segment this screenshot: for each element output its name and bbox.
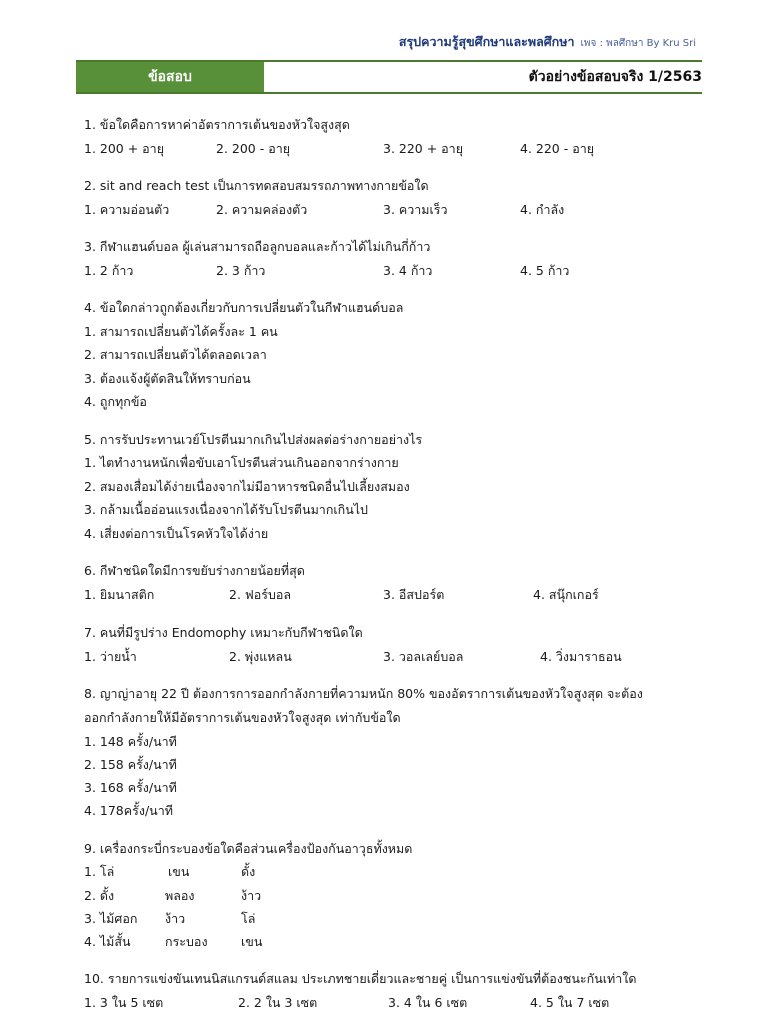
q9-option-3-b: ง้าว	[165, 911, 186, 926]
page-header	[399, 32, 696, 52]
q4-option-3: 3. ต้องแจ้งผู้ตัดสินให้ทราบก่อน	[84, 371, 251, 386]
q10-option-4: 4. 5 ใน 7 เซต	[530, 995, 610, 1010]
header-title: สรุปความรู้สุขศึกษาและพลศึกษา	[398, 34, 575, 49]
q8-option-4: 4. 178ครั้ง/นาที	[84, 803, 173, 818]
q9-option-1-c: ดั้ง	[241, 864, 256, 879]
q3-option-2: 2. 3 ก้าว	[216, 263, 266, 278]
q8-option-2: 2. 158 ครั้ง/นาที	[84, 757, 177, 772]
q9-option-2-c: ง้าว	[241, 888, 262, 903]
title-banner	[76, 60, 702, 94]
q4-option-1: 1. สามารถเปลี่ยนตัวได้ครั้งละ 1 คน	[84, 324, 278, 339]
q9-option-1-a: 1. โล่	[84, 864, 115, 879]
q8-option-1: 1. 148 ครั้ง/นาที	[84, 734, 177, 749]
q9-option-2-a: 2. ดั้ง	[84, 888, 115, 903]
q6-option-4: 4. สนุ๊กเกอร์	[533, 587, 599, 602]
q9-option-1-b: เขน	[168, 864, 190, 879]
q6-option-1: 1. ยิมนาสติก	[84, 587, 155, 602]
q2-option-3: 3. ความเร็ว	[383, 202, 448, 217]
q2-option-1: 1. ความอ่อนตัว	[84, 202, 170, 217]
q7-option-4: 4. วิ่งมาราธอน	[540, 649, 622, 664]
q7-option-1: 1. ว่ายน้ำ	[84, 649, 137, 664]
q4-option-4: 4. ถูกทุกข้อ	[84, 394, 147, 409]
question-9: 9. เครื่องกระบี่กระบองข้อใดคือส่วนเครื่องป้องกันอาวุธทั้งหมด	[84, 841, 413, 856]
q5-option-3: 3. กล้ามเนื้ออ่อนแรงเนื่องจากได้รับโปรตีนมากเกินไป	[84, 502, 368, 517]
q4-option-2: 2. สามารถเปลี่ยนตัวได้ตลอดเวลา	[84, 347, 267, 362]
banner-label: ข้อสอบ	[76, 62, 264, 92]
q10-option-2: 2. 2 ใน 3 เซต	[238, 995, 318, 1010]
question-8-line-2: ออกกำลังกายให้มีอัตราการเต้นของหัวใจสูงสุด เท่ากับข้อใด	[84, 710, 401, 725]
q3-option-4: 4. 5 ก้าว	[520, 263, 570, 278]
q9-option-3-c: โล่	[241, 911, 256, 926]
q9-option-4-a: 4. ไม้สั้น	[84, 934, 131, 949]
question-3: 3. กีฬาแฮนด์บอล ผู้เล่นสามารถถือลูกบอลและก้าวได้ไม่เกินกี่ก้าว	[84, 239, 431, 254]
question-5: 5. การรับประทานเวย์โปรตีนมากเกินไปส่งผลต่อร่างกายอย่างไร	[84, 432, 423, 447]
question-8: 8. ญาญ่าอายุ 22 ปี ต้องการการออกกำลังกายที่ความหนัก 80% ของอัตราการเต้นของหัวใจสูงสุด จะต้อง	[84, 686, 643, 701]
q9-option-3-a: 3. ไม้ศอก	[84, 911, 138, 926]
q8-option-3: 3. 168 ครั้ง/นาที	[84, 780, 177, 795]
question-6: 6. กีฬาชนิดใดมีการขยับร่างกายน้อยที่สุด	[84, 563, 305, 578]
q9-option-4-c: เขน	[241, 934, 263, 949]
question-2: 2. sit and reach test เป็นการทดสอบสมรรถภาพทางกายข้อใด	[84, 178, 429, 193]
q6-option-3: 3. อีสปอร์ต	[383, 587, 445, 602]
banner-title: ตัวอย่างข้อสอบจริง 1/2563	[528, 69, 702, 85]
q5-option-4: 4. เสี่ยงต่อการเป็นโรคหัวใจได้ง่าย	[84, 526, 269, 541]
q5-option-2: 2. สมองเสื่อมได้ง่ายเนื่องจากไม่มีอาหารชนิดอื่นไปเลี้ยงสมอง	[84, 479, 410, 494]
q9-option-4-b: กระบอง	[165, 934, 208, 949]
question-10: 10. รายการแข่งขันเทนนิสแกรนด์สแลม ประเภทชายเดี่ยวและชายคู่ เป็นการแข่งขันที่ต้องชนะกันเท่าใด	[84, 971, 637, 986]
q2-option-2: 2. ความคล่องตัว	[216, 202, 308, 217]
q7-option-3: 3. วอลเลย์บอล	[383, 649, 464, 664]
q1-option-3: 3. 220 + อายุ	[383, 141, 464, 156]
question-7: 7. คนที่มีรูปร่าง Endomophy เหมาะกับกีฬาชนิดใด	[84, 625, 363, 640]
q7-option-2: 2. พุ่งแหลน	[229, 649, 292, 664]
q2-option-4: 4. กำลัง	[520, 202, 565, 217]
question-4: 4. ข้อใดกล่าวถูกต้องเกี่ยวกับการเปลี่ยนตัวในกีฬาแฮนด์บอล	[84, 300, 404, 315]
q5-option-1: 1. ไตทำงานหนักเพื่อขับเอาโปรตีนส่วนเกินออกจากร่างกาย	[84, 455, 399, 470]
q3-option-3: 3. 4 ก้าว	[383, 263, 433, 278]
q1-option-1: 1. 200 + อายุ	[84, 141, 165, 156]
q10-option-1: 1. 3 ใน 5 เซต	[84, 995, 164, 1010]
question-1: 1. ข้อใดคือการหาค่าอัตราการเต้นของหัวใจสูงสุด	[84, 117, 350, 132]
q6-option-2: 2. ฟอร์บอล	[229, 587, 292, 602]
q10-option-3: 3. 4 ใน 6 เซต	[388, 995, 468, 1010]
q1-option-2: 2. 200 - อายุ	[216, 141, 291, 156]
q3-option-1: 1. 2 ก้าว	[84, 263, 134, 278]
q1-option-4: 4. 220 - อายุ	[520, 141, 595, 156]
q9-option-2-b: พลอง	[165, 888, 195, 903]
header-subtitle: เพจ : พลศึกษา By Kru Sri	[580, 38, 696, 49]
